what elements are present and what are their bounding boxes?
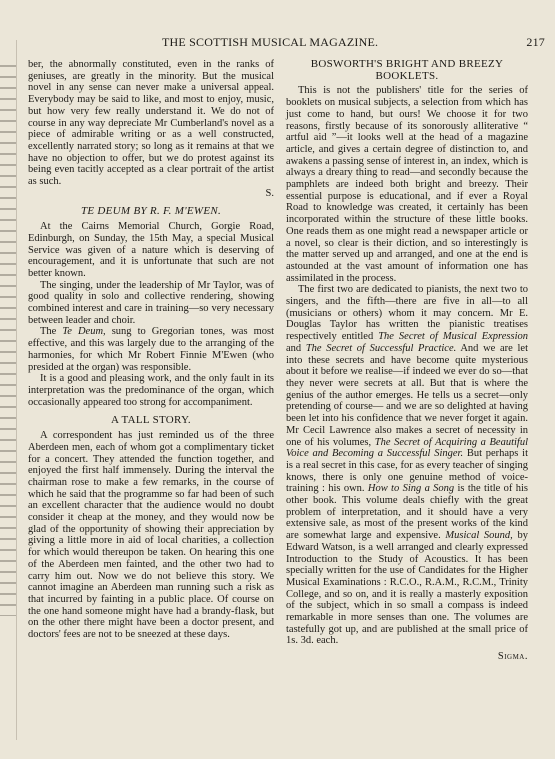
booklets-heading [286,59,528,82]
italic-title: Musical Sound, [445,530,513,542]
te-deum-paragraph-4: It is a good and pleasing work, and the only fault in its interpretation was the predominance of the organ, which occasionally appeared too strong for accompaniment. [28,373,274,408]
page-gutter [16,40,17,740]
previous-page-bleed [0,56,16,616]
italic-title: Te Deum, [62,326,106,338]
text-run: sung to Gregorian tones, was most effective, and this was largely due to the arranging of the harmonies, for which Mr Robert Finnie M'Ewen (who presided at the organ) was responsible. [28,326,274,373]
italic-title: The Secret of Successful Practice. [305,342,457,354]
heading-line-2: BOOKLETS. [375,69,439,82]
page-number: 217 [526,35,545,49]
tall-story-heading: A TALL STORY. [111,414,191,427]
text-run: But perhaps it is a real secret in this case, for as every teacher of singing knows, there is only one genuine method of voice-training : his own. [286,448,528,495]
text-run: And we are let into these secrets and have become quite mysterious about it before we realise—if indeed we ever do so—that they never were secrets at all. But that is where the genius of the author emerges. He tells us a secret—only pretending of course— and we are so delighted at having been let into his confidence that we never forget it again. Mr Cecil Lawrence also makes a secret of necessity in one of his volumes, [286,342,528,448]
italic-title: How to Sing a Song [367,483,455,495]
right-column [286,59,528,663]
text-run: The [40,326,63,338]
text-run: and [286,342,306,354]
novel-review-signature: S. [265,187,274,199]
te-deum-paragraph-3 [28,326,274,373]
tall-story-paragraph: A correspondent has just reminded us of the three Aberdeen men, each of whom got a complimentary ticket for a concert. They attended the function together, and enjoyed the first half immensely. During the interval the chairman rose to make a few remarks, in the course of which he said that the programme so far had been of such an excellent character that the audience would no doubt consider it cheap at the money, and they would now be glad of the opportunity of showing their appreciation by giving a little more in aid of local charities, a collection for which would thereupon be taken. On hearing this one of the Aberdeen men fainted, and the other two had to carry him out. Now we do not believe this story. We cannot imagine an Aberdeen man running such a risk as that incurred by fainting in a public place. Of course on the one hand someone might have had a brandy-flask, but on the other there might have been a doctor present, and doctors' fees are not to be sneezed at these days. [28,430,274,641]
text-run: The first two are dedicated to pianists, the next two to singers, and the fifth—there are five in all—to all (musicians or others) whom it may concern. Mr E. Douglas Taylor has written the pianistic treatises respectively entitled [286,284,528,343]
booklets-paragraph-1: This is not the publishers' title for the series of booklets on musical subjects, a selection from which has just come to hand, but ours! We choose it for two reasons, firstly because of its sonorously alliterative “ artful aid ”—it looks well at the head of a magazine article, and gives a certain degree of distinction to, and awakens a passing sense of interest in, an index, which is always a dreary thing to read—and secondly because the pamphlets are indeed both bright and breezy. Their essential purpose is educational, and if ever a Royal Road to knowledge was created, it certainly has been incorporated within the structure of these little books. One reads them as one might read a newspaper article or a novel, so clear is their diction, and so interestingly is the matter served up and arranged, and one at the end is astounded at the vast amount of information one has assimilated in the process. [286,85,528,284]
italic-title: The Secret of Acquiring a Beautiful Voice and Becoming a Successful Singer. [286,436,528,460]
magazine-title: THE SCOTTISH MUSICAL MAGAZINE. [162,35,379,49]
novel-review-paragraph: ber, the abnormally constituted, even in the ranks of geniuses, are greatly in the minority. But the musical novel in any sense can never make a universal appeal. Everybody may be said to like, and most to enjoy, music, but how very few really understand it. We do not of course in any way depreciate Mr Cumberland's novel as a piece of admirable writing or as a well constructed, excellently narrated story; so long as it remains at that we have no objection to offer, but we do protest against its being even tacitly accepted as a clear portrait of the artist as such. [28,59,274,188]
te-deum-paragraph-1: At the Cairns Memorial Church, Gorgie Road, Edinburgh, on Sunday, the 15th May, a special Musical Service was given of a nature which is deserving of encouragement, and it is unfortunate that such are not better known. [28,221,274,279]
te-deum-paragraph-2: The singing, under the leadership of Mr Taylor, was of good quality in solo and collective rendering, showing combined interest and care in training—so very necessary between leader and choir. [28,279,274,326]
italic-title: The Secret of Musical Expression [378,331,528,343]
booklets-paragraph-2 [286,284,528,647]
left-column [28,59,274,641]
heading-line-1: BOSWORTH'S BRIGHT AND BREEZY [310,58,504,70]
te-deum-heading: TE DEUM BY R. F. M'EWEN. [80,205,222,218]
running-header [30,35,545,51]
article-signature: Sigma. [497,651,528,663]
text-run: is the title of his other book. This volume deals chiefly with the great problem of interpretation, and it should have a very extensive sale, as most of the present works of the kind are somewhat large and expensive. [286,483,528,542]
text-run: by Edward Watson, is a well arranged and clearly expressed Introduction to the Study of Acoustics. It has been specially written for the use of Candidates for the Higher Musical Examinations : R.C.O., R.A.M., R.C.M., Trinity College, and so on, and it is really a masterly exposition of the subject, which in so small a compass is indeed remarkable in more senses than one. The volumes are tastefully got up, and are published at the small price of 1s. 3d. each. [286,530,529,647]
